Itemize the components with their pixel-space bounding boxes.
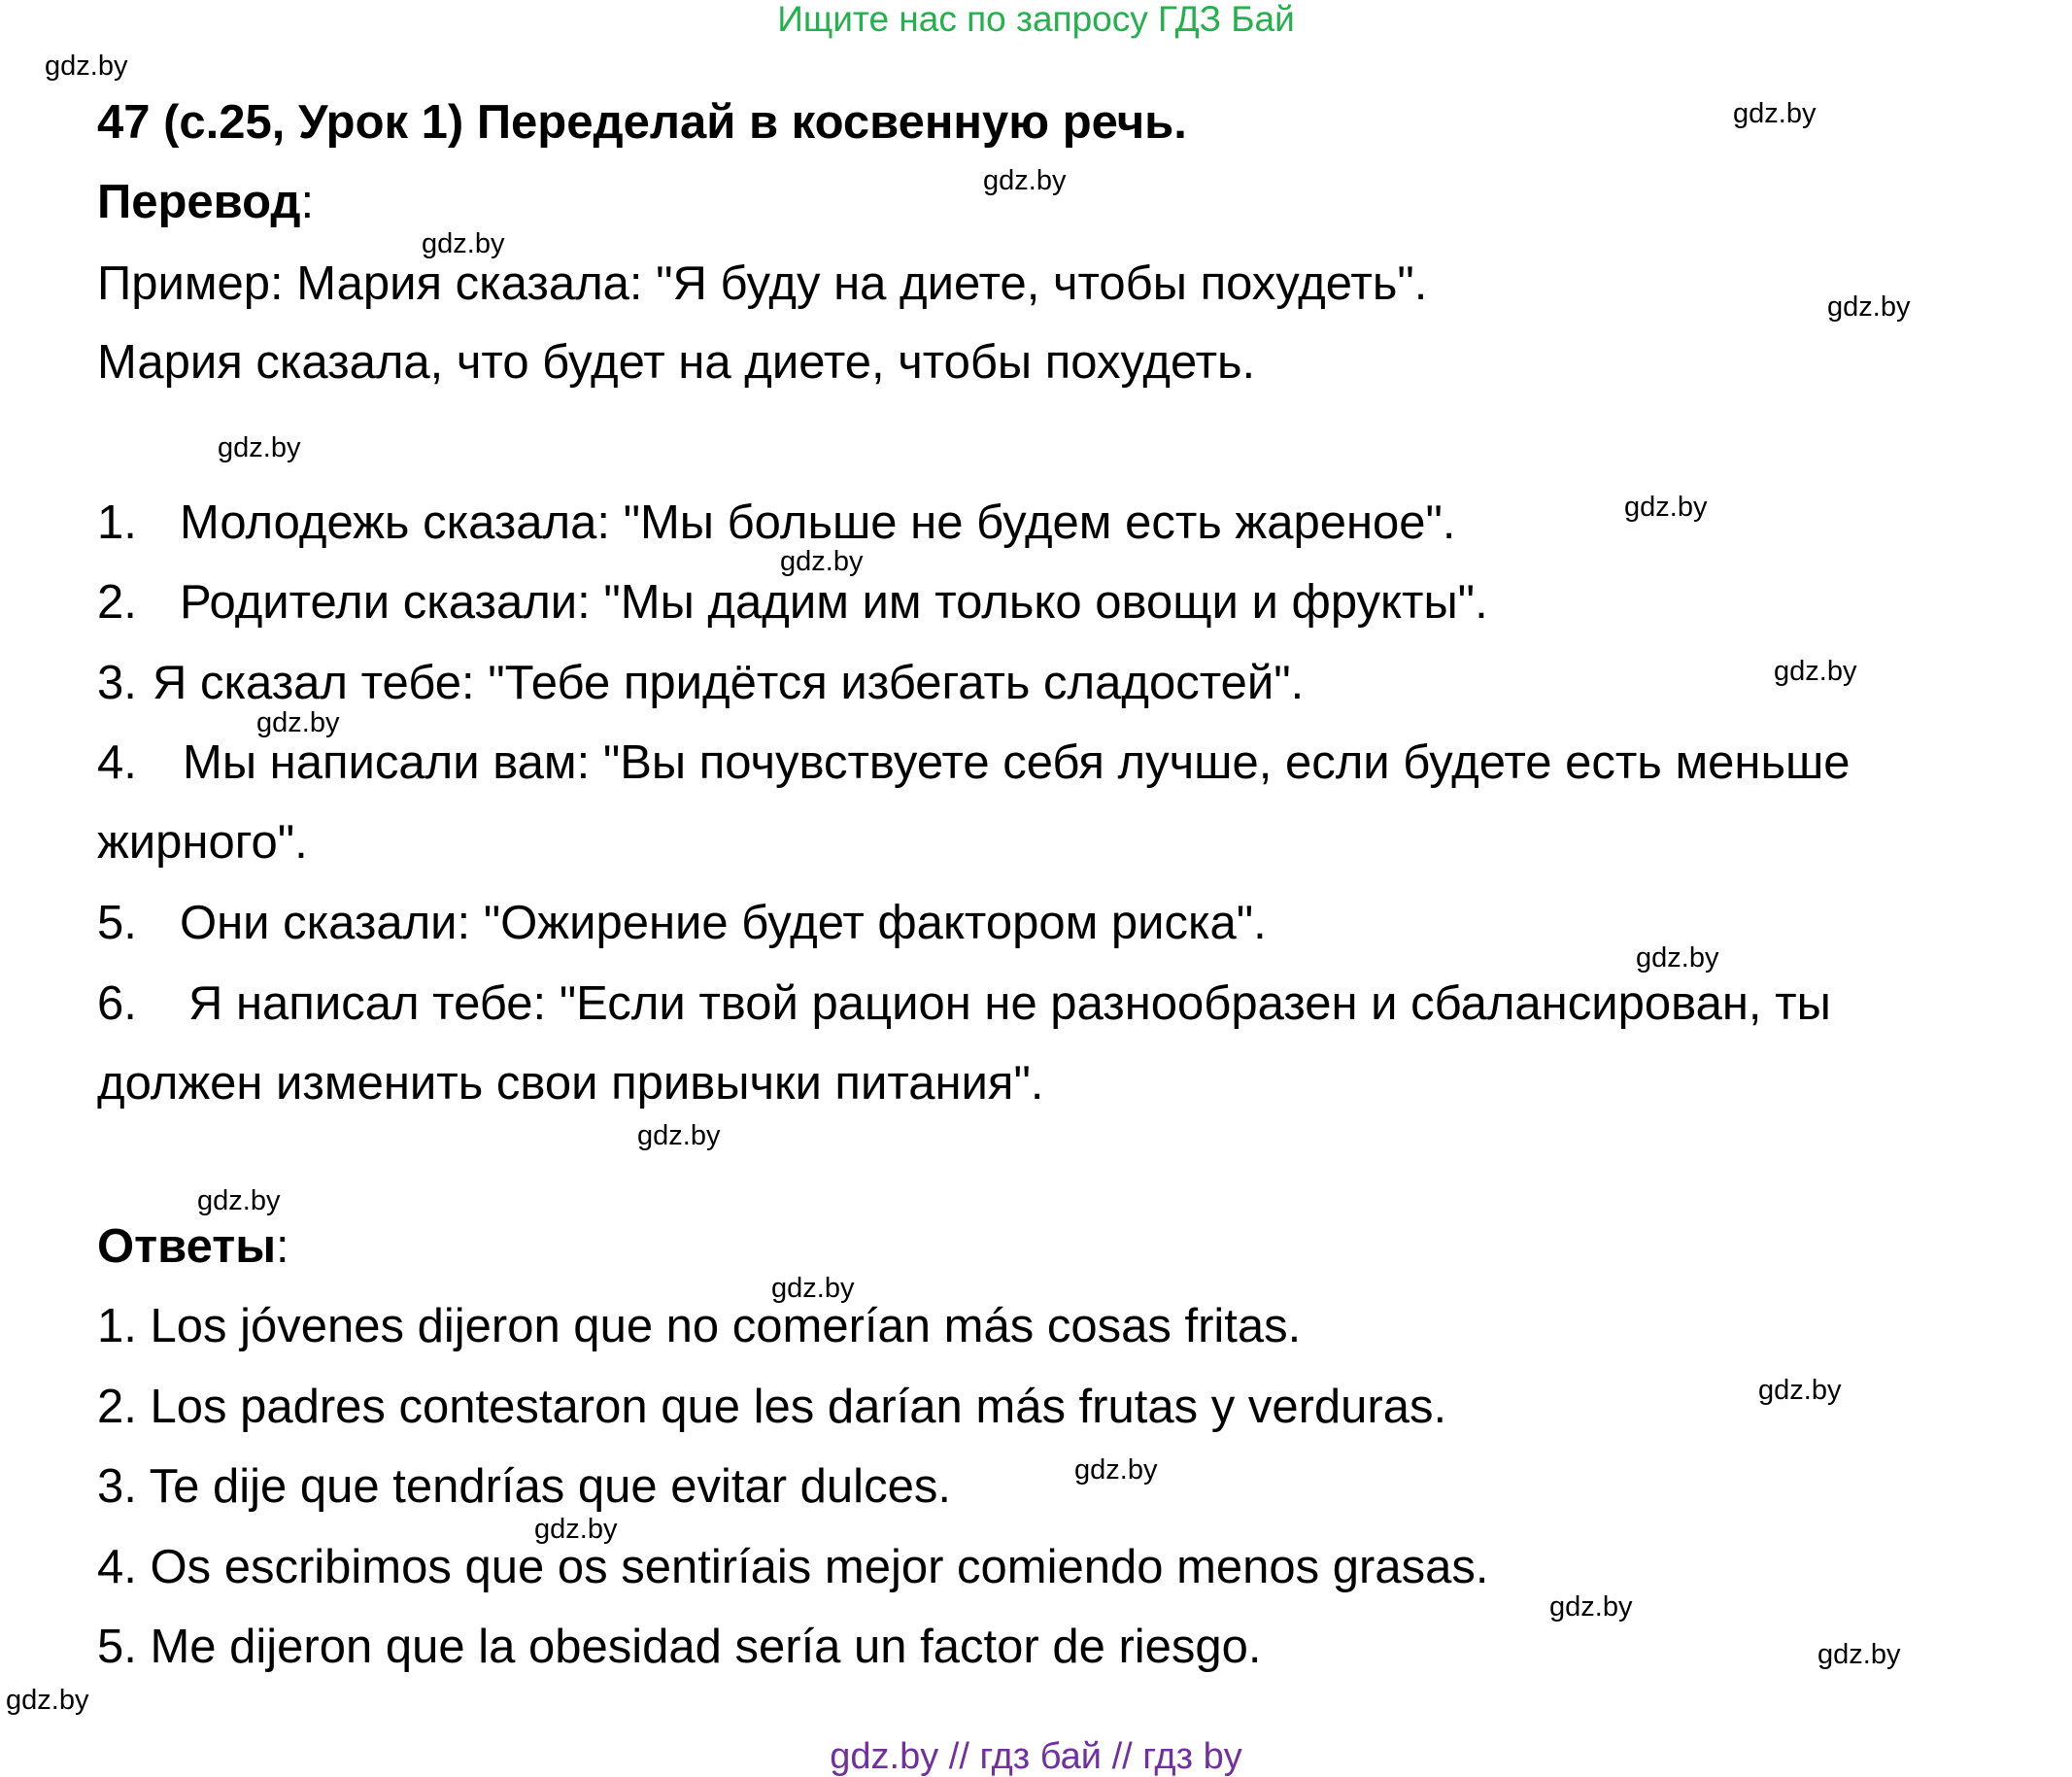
- watermark: gdz.by: [771, 1273, 855, 1304]
- task-text: Я написал тебе: "Если твой рацион не разнообразен и сбалансирован, ты: [188, 977, 1831, 1030]
- translation-heading: Перевод:: [97, 176, 315, 228]
- task-text: Мы написали вам: "Вы почувствуете себя лучше, если будете есть меньше: [183, 736, 1851, 789]
- task-text: Родители сказали: "Мы дадим им только овощи и фрукты".: [180, 576, 1488, 629]
- answer-item-3: 3. Te dije que tendrías que evitar dulces.: [97, 1460, 951, 1513]
- search-banner: Ищите нас по запросу ГДЗ Бай: [777, 0, 1295, 39]
- answer-item-1: 1. Los jóvenes dijeron que no comerían más cosas fritas.: [97, 1300, 1302, 1352]
- task-number: 2.: [97, 576, 137, 629]
- watermark: gdz.by: [534, 1514, 618, 1545]
- example-line-1: Пример: Мария сказала: "Я буду на диете, чтобы похудеть".: [97, 257, 1428, 310]
- task-text: Молодежь сказала: "Мы больше не будем есть жареное".: [180, 496, 1456, 549]
- task-item-5: [97, 894, 1267, 952]
- watermark: gdz.by: [218, 432, 301, 463]
- watermark: gdz.by: [197, 1185, 281, 1216]
- task-number: 5.: [97, 897, 137, 949]
- watermark: gdz.by: [637, 1120, 721, 1151]
- watermark: gdz.by: [780, 546, 864, 577]
- task-text: Они сказали: "Ожирение будет фактором риска".: [180, 897, 1267, 949]
- watermark: gdz.by: [45, 51, 128, 82]
- watermark: gdz.by: [256, 707, 340, 738]
- answers-label: Ответы: [97, 1220, 277, 1273]
- watermark: gdz.by: [1733, 98, 1817, 129]
- task-number: 6.: [97, 977, 137, 1030]
- task-number: 4.: [97, 736, 137, 789]
- watermark: gdz.by: [1827, 291, 1911, 323]
- task-item-1: [97, 494, 1456, 552]
- watermark: gdz.by: [1636, 942, 1719, 974]
- watermark: gdz.by: [1817, 1639, 1901, 1670]
- watermark: gdz.by: [1074, 1454, 1158, 1486]
- watermark: gdz.by: [1774, 656, 1857, 687]
- task-number: 3.: [97, 657, 137, 709]
- answers-heading: Ответы:: [97, 1220, 289, 1273]
- task-item-3: [97, 654, 1304, 712]
- task-number: 1.: [97, 496, 137, 549]
- answer-item-4: 4. Os escribimos que os sentiríais mejor comiendo menos grasas.: [97, 1541, 1489, 1593]
- translation-label: Перевод: [97, 176, 301, 228]
- watermark: gdz.by: [1624, 492, 1708, 523]
- exercise-title: 47 (с.25, Урок 1) Переделай в косвенную речь.: [97, 96, 1187, 149]
- footer-links: gdz.by // гдз бай // гдз by: [830, 1736, 1242, 1777]
- task-item-4-continuation: жирного".: [97, 816, 308, 869]
- example-line-2: Мария сказала, что будет на диете, чтобы похудеть.: [97, 336, 1256, 389]
- watermark: gdz.by: [1549, 1591, 1633, 1623]
- watermark: gdz.by: [1758, 1375, 1842, 1406]
- answer-item-5: 5. Me dijeron que la obesidad sería un factor de riesgo.: [97, 1621, 1262, 1673]
- task-item-6: [97, 974, 1831, 1033]
- answer-item-2: 2. Los padres contestaron que les darían más frutas y verduras.: [97, 1381, 1447, 1433]
- watermark: gdz.by: [422, 228, 505, 259]
- watermark: gdz.by: [983, 165, 1067, 196]
- task-text: Я сказал тебе: "Тебе придётся избегать сладостей".: [153, 657, 1305, 709]
- task-item-2: [97, 573, 1488, 632]
- task-item-4: [97, 734, 1851, 792]
- task-item-6-continuation: должен изменить свои привычки питания".: [97, 1057, 1044, 1110]
- watermark: gdz.by: [6, 1685, 89, 1716]
